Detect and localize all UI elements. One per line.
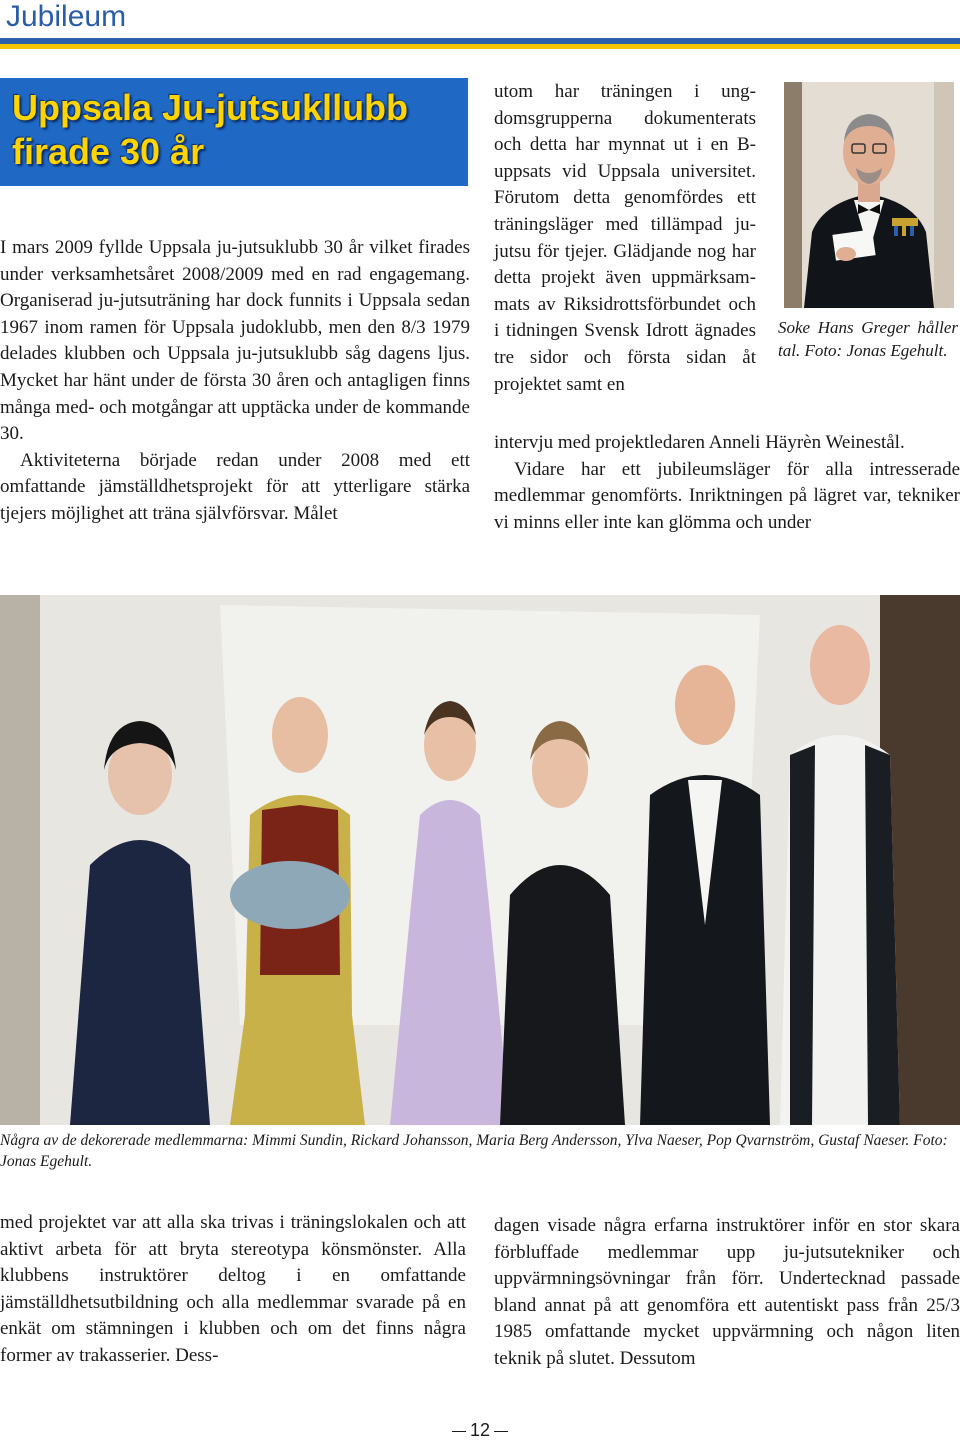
header-stripe-yellow — [0, 44, 960, 49]
group-photo — [0, 595, 960, 1125]
left-bottom-paragraph: med projektet var att alla ska trivas i träningslokalen och att aktivt arbeta för att bryta stereotypa könsmönster. Alla klubbens instruktörer deltog i en omfattande jämställdhetsutbildning och alla medlemmar svarade på en enkät om stämningen i klubben och om det finns några former av trakasserier. Dess- — [0, 1212, 466, 1366]
article-title — [12, 86, 452, 174]
right-wide-paragraph-1: intervju med projektledaren Anneli Häyrèn Weinestål. — [494, 432, 905, 453]
folio-dash-left — [452, 1431, 466, 1432]
group-photo-caption: Några av de dekorerade medlemmarna: Mimmi Sundin, Rickard Johansson, Maria Berg Andersson, Ylva Naeser, Pop Qvarnström, Gustaf Naeser. Foto: Jonas Egehult. — [0, 1132, 948, 1170]
right-column-wide — [494, 430, 960, 536]
page-folio — [0, 1420, 960, 1441]
right-bottom-paragraph: dagen visade några erfarna instruktörer inför en stor skara förbluffade medlemmar upp ju-jutsutekniker och uppvärmningsövningar från förr. Undertecknad passade bland annat på att genomföra ett autentiskt pass från 25/3 1985 omfattande mycket uppvärmning och någon liten teknik på slutet. Dessutom — [494, 1215, 960, 1369]
article-title-line2: firade 30 år — [12, 131, 205, 172]
portrait-photo — [784, 82, 954, 308]
folio-dash-right — [494, 1431, 508, 1432]
page-number: 12 — [469, 1420, 491, 1440]
right-wide-paragraph-2: Vidare har ett jubileumsläger för alla intresserade medlemmar genomförts. Inriktningen på lägret var, tekniker vi minns eller inte kan glömma och under — [494, 458, 960, 533]
headline-box — [0, 78, 468, 186]
left-paragraph-1: I mars 2009 fyllde Uppsala ju-jutsuklubb 30 år vilket firades under verksamhetsåret 2008/2009 med en rad engagemang. Organiserad ju-jutsuträning har dock funnits i Uppsala sedan 1967 inom ramen för Uppsala judoklubb, men den 8/3 1979 delades klubben och Uppsala ju-jutsuklubb såg dagens ljus. Mycket har hänt under de första 30 åren och antagligen finns många med- och motgångar att upptäcka under de kommande 30. — [0, 237, 470, 445]
article-title-line1: Uppsala Ju-jutsukllubb — [12, 87, 409, 128]
right-column-bottom — [494, 1213, 960, 1373]
portrait-caption: Soke Hans Greger håller tal. Foto: Jonas Egehult. — [778, 318, 958, 360]
group-photo-illustration — [0, 595, 960, 1125]
right-narrow-paragraph: utom har träningen i ungdomsgrupperna dokumenterats och detta har mynnat ut i en B-uppsats vid Uppsala universitet. Förutom detta genomfördes ett träningsläger med tillämpad ju-jutsu för tjejer. Glädjande nog har detta projekt även uppmärksammats av Riksidrottsförbundet och i tidningen Svensk Idrott ägnades tre sidor och första sidan åt projektet samt en — [494, 81, 756, 395]
portrait-illustration — [784, 82, 954, 308]
right-column-narrow — [494, 79, 756, 398]
section-label: Jubileum — [6, 0, 127, 33]
left-column-top — [0, 235, 470, 528]
left-paragraph-2: Aktiviteterna började redan under 2008 med ett omfattande jämställdhetsprojekt för att ytterligare stärka tjejers möjlighet att träna självförsvar. Målet — [0, 449, 470, 524]
left-column-bottom — [0, 1210, 466, 1370]
